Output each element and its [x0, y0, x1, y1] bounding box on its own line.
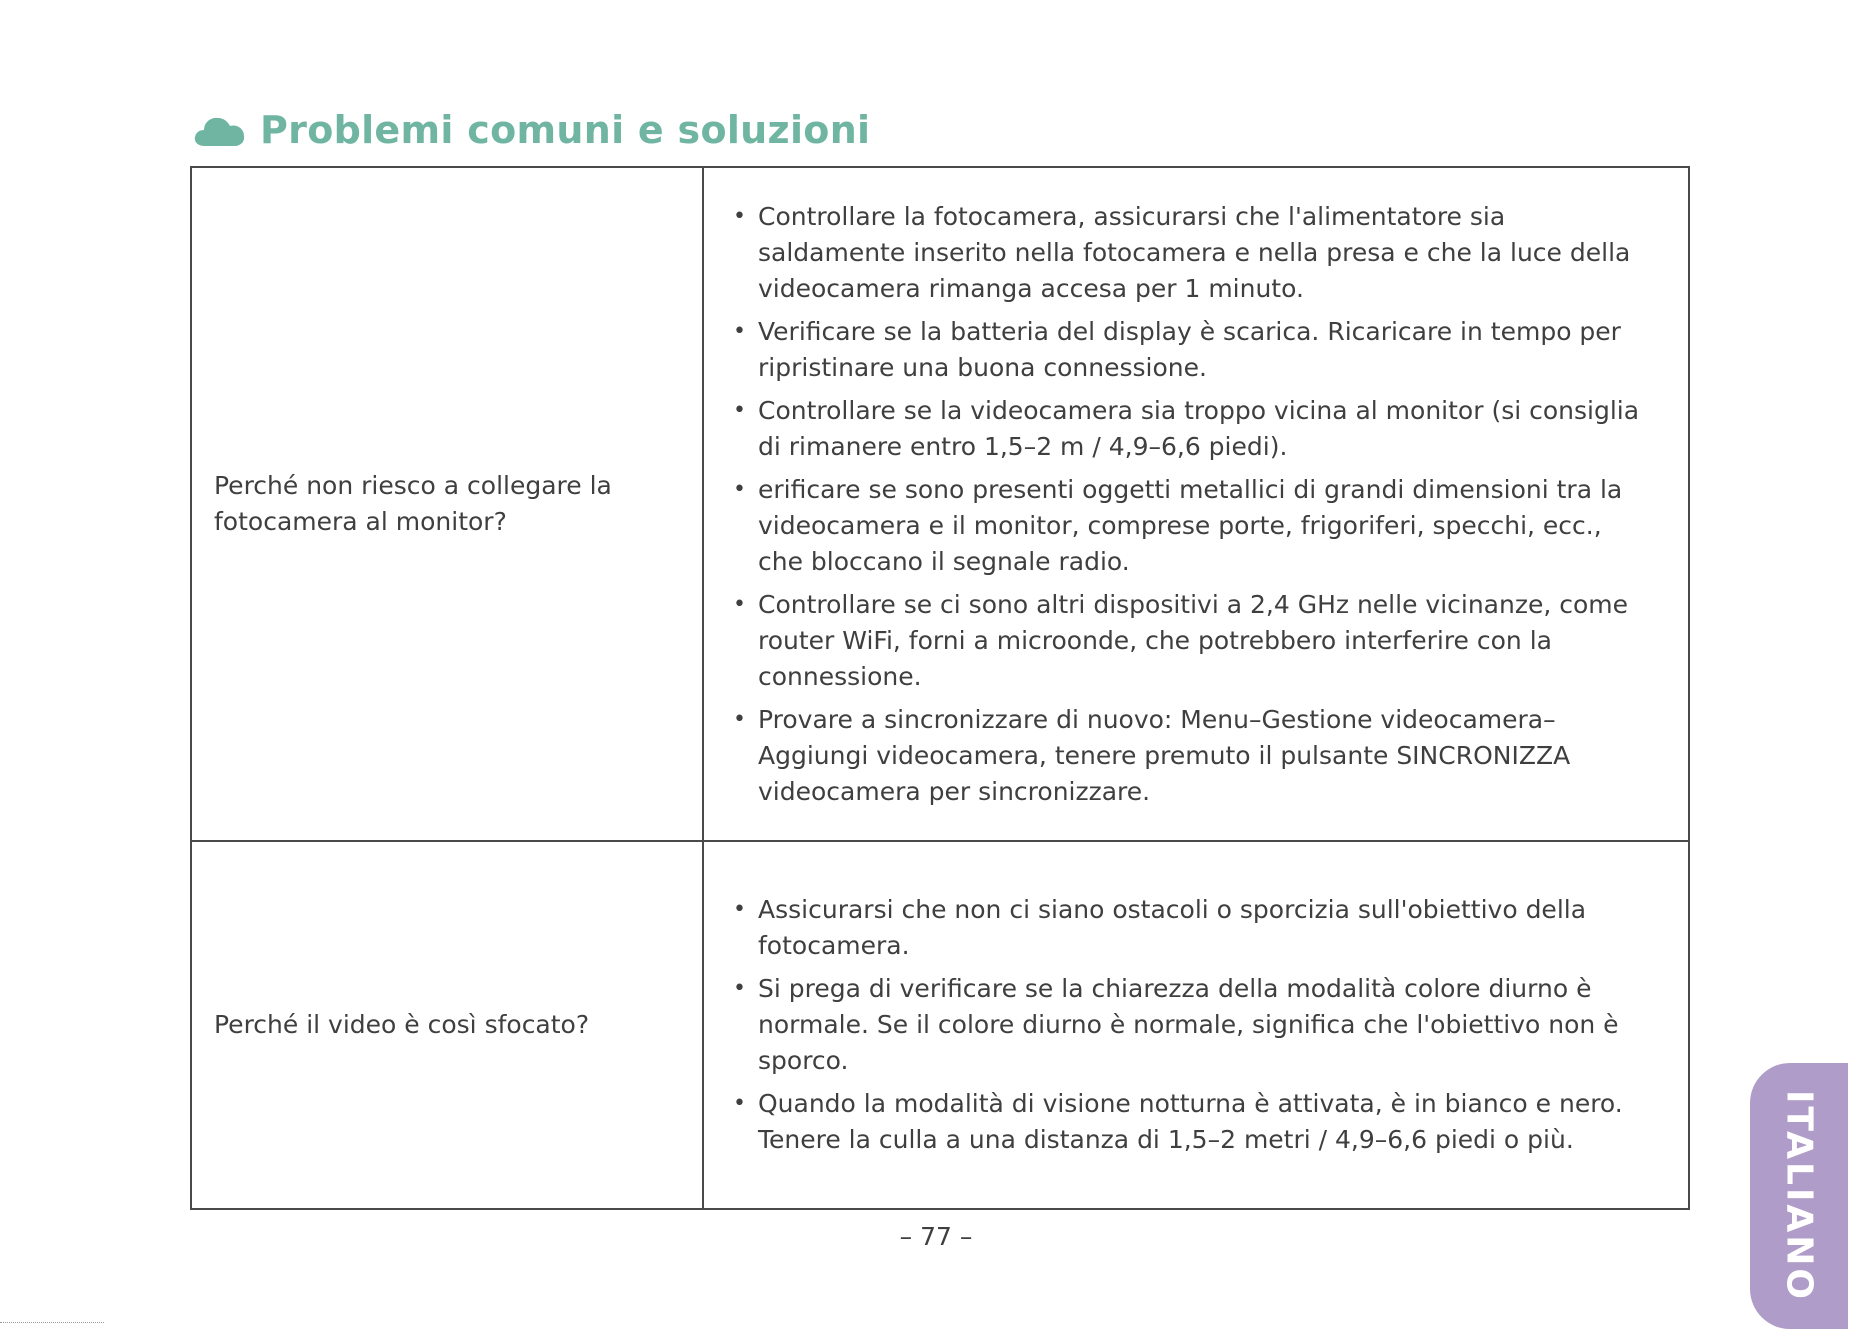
bullet-icon: • — [733, 897, 746, 922]
list-item: • Assicurarsi che non ci siano ostacoli o sporcizia sull'obiettivo della fotocamera. — [730, 892, 1648, 964]
bullet-icon: • — [733, 591, 746, 617]
answer-cell — [703, 167, 1689, 841]
table-row — [191, 841, 1689, 1209]
bullet-icon: • — [733, 318, 746, 344]
list-item: • Controllare se la videocamera sia troppo vicina al monitor (si consiglia di rimanere entro 1,5–2 m / 4,9–6,6 piedi). — [730, 393, 1648, 465]
list-item: • Verificare se la batteria del display è scarica. Ricaricare in tempo per ripristinare una buona connessione. — [730, 314, 1648, 386]
list-item: • Provare a sincronizzare di nuovo: Menu–Gestione videocamera–Aggiungi videocamera, tenere premuto il pulsante SINCRONIZZA videocamera per sincronizzare. — [730, 702, 1648, 810]
question-cell — [191, 167, 703, 841]
bullet-icon: • — [733, 203, 746, 229]
bullet-icon: • — [733, 397, 746, 423]
list-item: • Controllare la fotocamera, assicurarsi che l'alimentatore sia saldamente inserito nella fotocamera e nella presa e che la luce della videocamera rimanga accesa per 1 minuto. — [730, 199, 1648, 307]
page-number: – 77 – — [899, 1222, 973, 1251]
answer-list — [730, 892, 1648, 1158]
section-heading — [194, 104, 870, 156]
language-tab-label: ITALIANO — [1778, 1090, 1820, 1302]
bullet-icon: • — [733, 476, 746, 502]
question-cell — [191, 841, 703, 1209]
cloud-icon — [194, 112, 246, 148]
bullet-icon: • — [733, 1091, 746, 1116]
faq-table — [190, 166, 1690, 1210]
question-text: Perché non riesco a collegare la fotocamera al monitor? — [214, 471, 612, 536]
question-text: Perché il video è così sfocato? — [214, 1010, 590, 1039]
answer-list — [730, 199, 1648, 810]
table-row — [191, 167, 1689, 841]
list-item: • erificare se sono presenti oggetti metallici di grandi dimensioni tra la videocamera e il monitor, comprese porte, frigoriferi, specchi, ecc., che bloccano il segnale radio. — [730, 472, 1648, 580]
answer-cell — [703, 841, 1689, 1209]
language-tab — [1750, 1063, 1848, 1329]
bullet-icon: • — [733, 976, 746, 1001]
list-item: • Si prega di verificare se la chiarezza della modalità colore diurno è normale. Se il colore diurno è normale, significa che l'obiettivo non è sporco. — [730, 971, 1648, 1079]
page-title: Problemi comuni e soluzioni — [260, 108, 871, 152]
list-item: • Quando la modalità di visione notturna è attivata, è in bianco e nero. Tenere la culla a una distanza di 1,5–2 metri / 4,9–6,6 piedi o più. — [730, 1086, 1648, 1158]
footer-divider — [0, 1322, 104, 1323]
bullet-icon: • — [733, 706, 746, 732]
list-item: • Controllare se ci sono altri dispositivi a 2,4 GHz nelle vicinanze, come router WiFi, forni a microonde, che potrebbero interferire con la connessione. — [730, 587, 1648, 695]
